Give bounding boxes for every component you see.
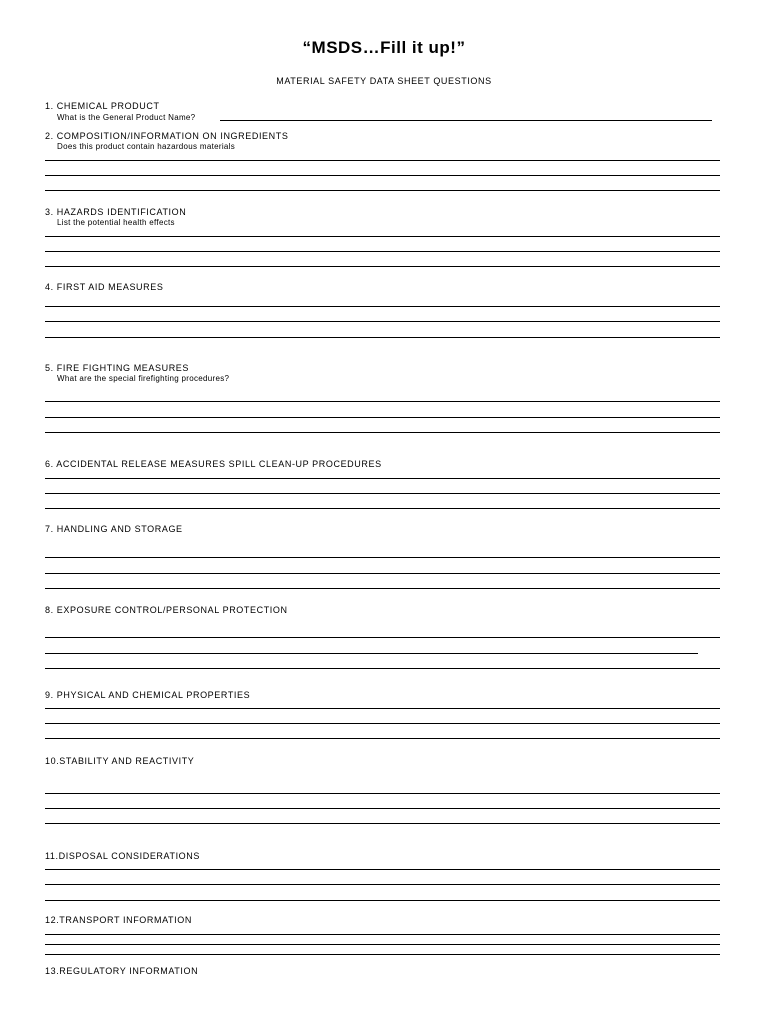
answer-line-fire-fighting-measures[interactable]	[45, 401, 720, 402]
answer-line-disposal-considerations[interactable]	[45, 884, 720, 885]
section-heading-chemical-product: 1. CHEMICAL PRODUCT	[45, 101, 160, 111]
section-heading-handling-and-storage: 7. HANDLING AND STORAGE	[45, 524, 183, 534]
answer-line-handling-and-storage[interactable]	[45, 573, 720, 574]
answer-line-first-aid-measures[interactable]	[45, 306, 720, 307]
section-prompt-hazards-identification: List the potential health effects	[57, 218, 175, 227]
section-heading-transport-information: 12.TRANSPORT INFORMATION	[45, 915, 192, 925]
answer-line-stability-and-reactivity[interactable]	[45, 808, 720, 809]
answer-line-first-aid-measures[interactable]	[45, 321, 720, 322]
answer-line-fire-fighting-measures[interactable]	[45, 417, 720, 418]
page-title: “MSDS…Fill it up!”	[302, 38, 466, 57]
section-heading-disposal-considerations: 11.DISPOSAL CONSIDERATIONS	[45, 851, 200, 861]
answer-line-physical-and-chemical-properties[interactable]	[45, 723, 720, 724]
answer-line-transport-information[interactable]	[45, 944, 720, 945]
answer-line-chemical-product[interactable]	[220, 120, 712, 121]
section-prompt-chemical-product: What is the General Product Name?	[57, 113, 196, 122]
answer-line-hazards-identification[interactable]	[45, 266, 720, 267]
answer-line-exposure-control-personal-protection[interactable]	[45, 637, 720, 638]
section-heading-stability-and-reactivity: 10.STABILITY AND REACTIVITY	[45, 756, 195, 766]
answer-line-fire-fighting-measures[interactable]	[45, 432, 720, 433]
section-heading-fire-fighting-measures: 5. FIRE FIGHTING MEASURES	[45, 363, 190, 373]
answer-line-stability-and-reactivity[interactable]	[45, 793, 720, 794]
answer-line-stability-and-reactivity[interactable]	[45, 823, 720, 824]
answer-line-composition-information-on-ingredients[interactable]	[45, 160, 720, 161]
answer-line-exposure-control-personal-protection[interactable]	[45, 653, 698, 654]
answer-line-handling-and-storage[interactable]	[45, 588, 720, 589]
answer-line-disposal-considerations[interactable]	[45, 900, 720, 901]
answer-line-disposal-considerations[interactable]	[45, 869, 720, 870]
section-heading-accidental-release-measures-spill-clean-up-procedures: 6. ACCIDENTAL RELEASE MEASURES SPILL CLEAN-UP PROCEDURES	[45, 459, 382, 469]
answer-line-physical-and-chemical-properties[interactable]	[45, 738, 720, 739]
page-subtitle: MATERIAL SAFETY DATA SHEET QUESTIONS	[276, 76, 492, 86]
answer-line-transport-information[interactable]	[45, 934, 720, 935]
section-heading-composition-information-on-ingredients: 2. COMPOSITION/INFORMATION ON INGREDIENTS	[45, 131, 289, 141]
answer-line-accidental-release-measures-spill-clean-up-procedures[interactable]	[45, 478, 720, 479]
section-heading-exposure-control-personal-protection: 8. EXPOSURE CONTROL/PERSONAL PROTECTION	[45, 605, 288, 615]
section-prompt-composition-information-on-ingredients: Does this product contain hazardous materials	[57, 142, 236, 151]
answer-line-physical-and-chemical-properties[interactable]	[45, 708, 720, 709]
answer-line-hazards-identification[interactable]	[45, 251, 720, 252]
answer-line-transport-information[interactable]	[45, 954, 720, 955]
section-heading-regulatory-information: 13.REGULATORY INFORMATION	[45, 966, 199, 976]
section-prompt-fire-fighting-measures: What are the special firefighting procedures?	[57, 374, 230, 383]
answer-line-exposure-control-personal-protection[interactable]	[45, 668, 720, 669]
answer-line-handling-and-storage[interactable]	[45, 557, 720, 558]
answer-line-composition-information-on-ingredients[interactable]	[45, 175, 720, 176]
answer-line-accidental-release-measures-spill-clean-up-procedures[interactable]	[45, 508, 720, 509]
section-heading-first-aid-measures: 4. FIRST AID MEASURES	[45, 282, 164, 292]
answer-line-first-aid-measures[interactable]	[45, 337, 720, 338]
answer-line-composition-information-on-ingredients[interactable]	[45, 190, 720, 191]
answer-line-accidental-release-measures-spill-clean-up-procedures[interactable]	[45, 493, 720, 494]
section-heading-hazards-identification: 3. HAZARDS IDENTIFICATION	[45, 207, 187, 217]
answer-line-hazards-identification[interactable]	[45, 236, 720, 237]
section-heading-physical-and-chemical-properties: 9. PHYSICAL AND CHEMICAL PROPERTIES	[45, 690, 251, 700]
